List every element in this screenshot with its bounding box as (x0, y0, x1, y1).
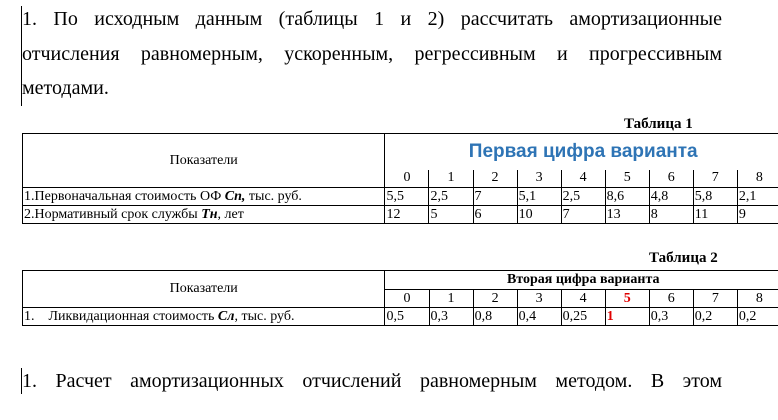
table2-cell: 0,5 (385, 308, 429, 326)
table1-cell: 5,1 (517, 188, 561, 206)
table1-digit: 2 (473, 170, 517, 188)
table2-cell: 0,2 (693, 308, 737, 326)
table1-digit: 0 (385, 170, 429, 188)
table1-digit: 1 (429, 170, 473, 188)
table1-cell: 4,8 (649, 188, 693, 206)
calculation-paragraph: 1. Расчет амортизационных отчислений равномерным методом. В этом (22, 370, 722, 392)
table2-digit: 7 (693, 290, 737, 308)
table2-cell: 0,25 (561, 308, 605, 326)
table1-cell: 11 (693, 206, 737, 224)
table1-digit: 6 (649, 170, 693, 188)
table2-digit: 8 (737, 290, 778, 308)
table1-cell: 5,5 (385, 188, 429, 206)
table2-cell-highlighted: 1 (605, 308, 649, 326)
table1-digit: 5 (605, 170, 649, 188)
table2-cell: 0,4 (517, 308, 561, 326)
table1-cell: 2,1 (737, 188, 778, 206)
table2-cell: 0,3 (649, 308, 693, 326)
table2-digit: 0 (385, 290, 429, 308)
table2-digit: 6 (649, 290, 693, 308)
table2-cell: 0,3 (429, 308, 473, 326)
table1-digit: 4 (561, 170, 605, 188)
table1-cell: 8,6 (605, 188, 649, 206)
table2-group-header: Вторая цифра варианта (506, 272, 660, 287)
table-row (23, 206, 778, 224)
table1-cell: 2,5 (429, 188, 473, 206)
table2-digit: 1 (429, 290, 473, 308)
table1-cell: 9 (737, 206, 778, 224)
table1-digit: 8 (737, 170, 778, 188)
table2 (22, 270, 778, 326)
table-row (23, 188, 778, 206)
table1-cell: 12 (385, 206, 429, 224)
table1-digit: 7 (693, 170, 737, 188)
task-line-2: отчисления равномерным, ускоренным, регрессивным и прогрессивным (22, 42, 722, 65)
table-row (23, 308, 778, 326)
table1-cell: 5,8 (693, 188, 737, 206)
table1-cell: 13 (605, 206, 649, 224)
table1-cell: 10 (517, 206, 561, 224)
table1-group-header: Первая цифра варианта (468, 140, 698, 162)
table1-row1-label: 1.Первоначальная стоимость ОФ Сп, тыс. руб. (23, 188, 385, 206)
table2-cell: 0,2 (737, 308, 778, 326)
task-paragraph (22, 2, 722, 106)
table1-cell: 5 (429, 206, 473, 224)
table2-digit: 3 (517, 290, 561, 308)
table1-cell: 7 (473, 188, 517, 206)
table1-digit: 3 (517, 170, 561, 188)
table2-digit: 4 (561, 290, 605, 308)
table2-caption: Таблица 2 (649, 250, 718, 266)
table1-cell: 7 (561, 206, 605, 224)
table1 (22, 133, 778, 224)
table2-digit: 2 (473, 290, 517, 308)
table1-cell: 2,5 (561, 188, 605, 206)
task-line-3: методами. (22, 77, 109, 99)
table1-row2-label: 2.Нормативный срок службы Тн, лет (23, 206, 385, 224)
table2-digit-highlighted: 5 (605, 290, 649, 308)
table2-cell: 0,8 (473, 308, 517, 326)
table1-caption: Таблица 1 (624, 116, 693, 132)
table1-cell: 6 (473, 206, 517, 224)
task-line-1: 1. По исходным данным (таблицы 1 и 2) рассчитать амортизационные (22, 8, 722, 30)
table2-param-header: Показатели (23, 271, 385, 308)
table1-param-header: Показатели (23, 134, 385, 188)
table2-row1-label: 1. Ликвидационная стоимость Сл, тыс. руб. (23, 308, 385, 326)
table1-cell: 8 (649, 206, 693, 224)
